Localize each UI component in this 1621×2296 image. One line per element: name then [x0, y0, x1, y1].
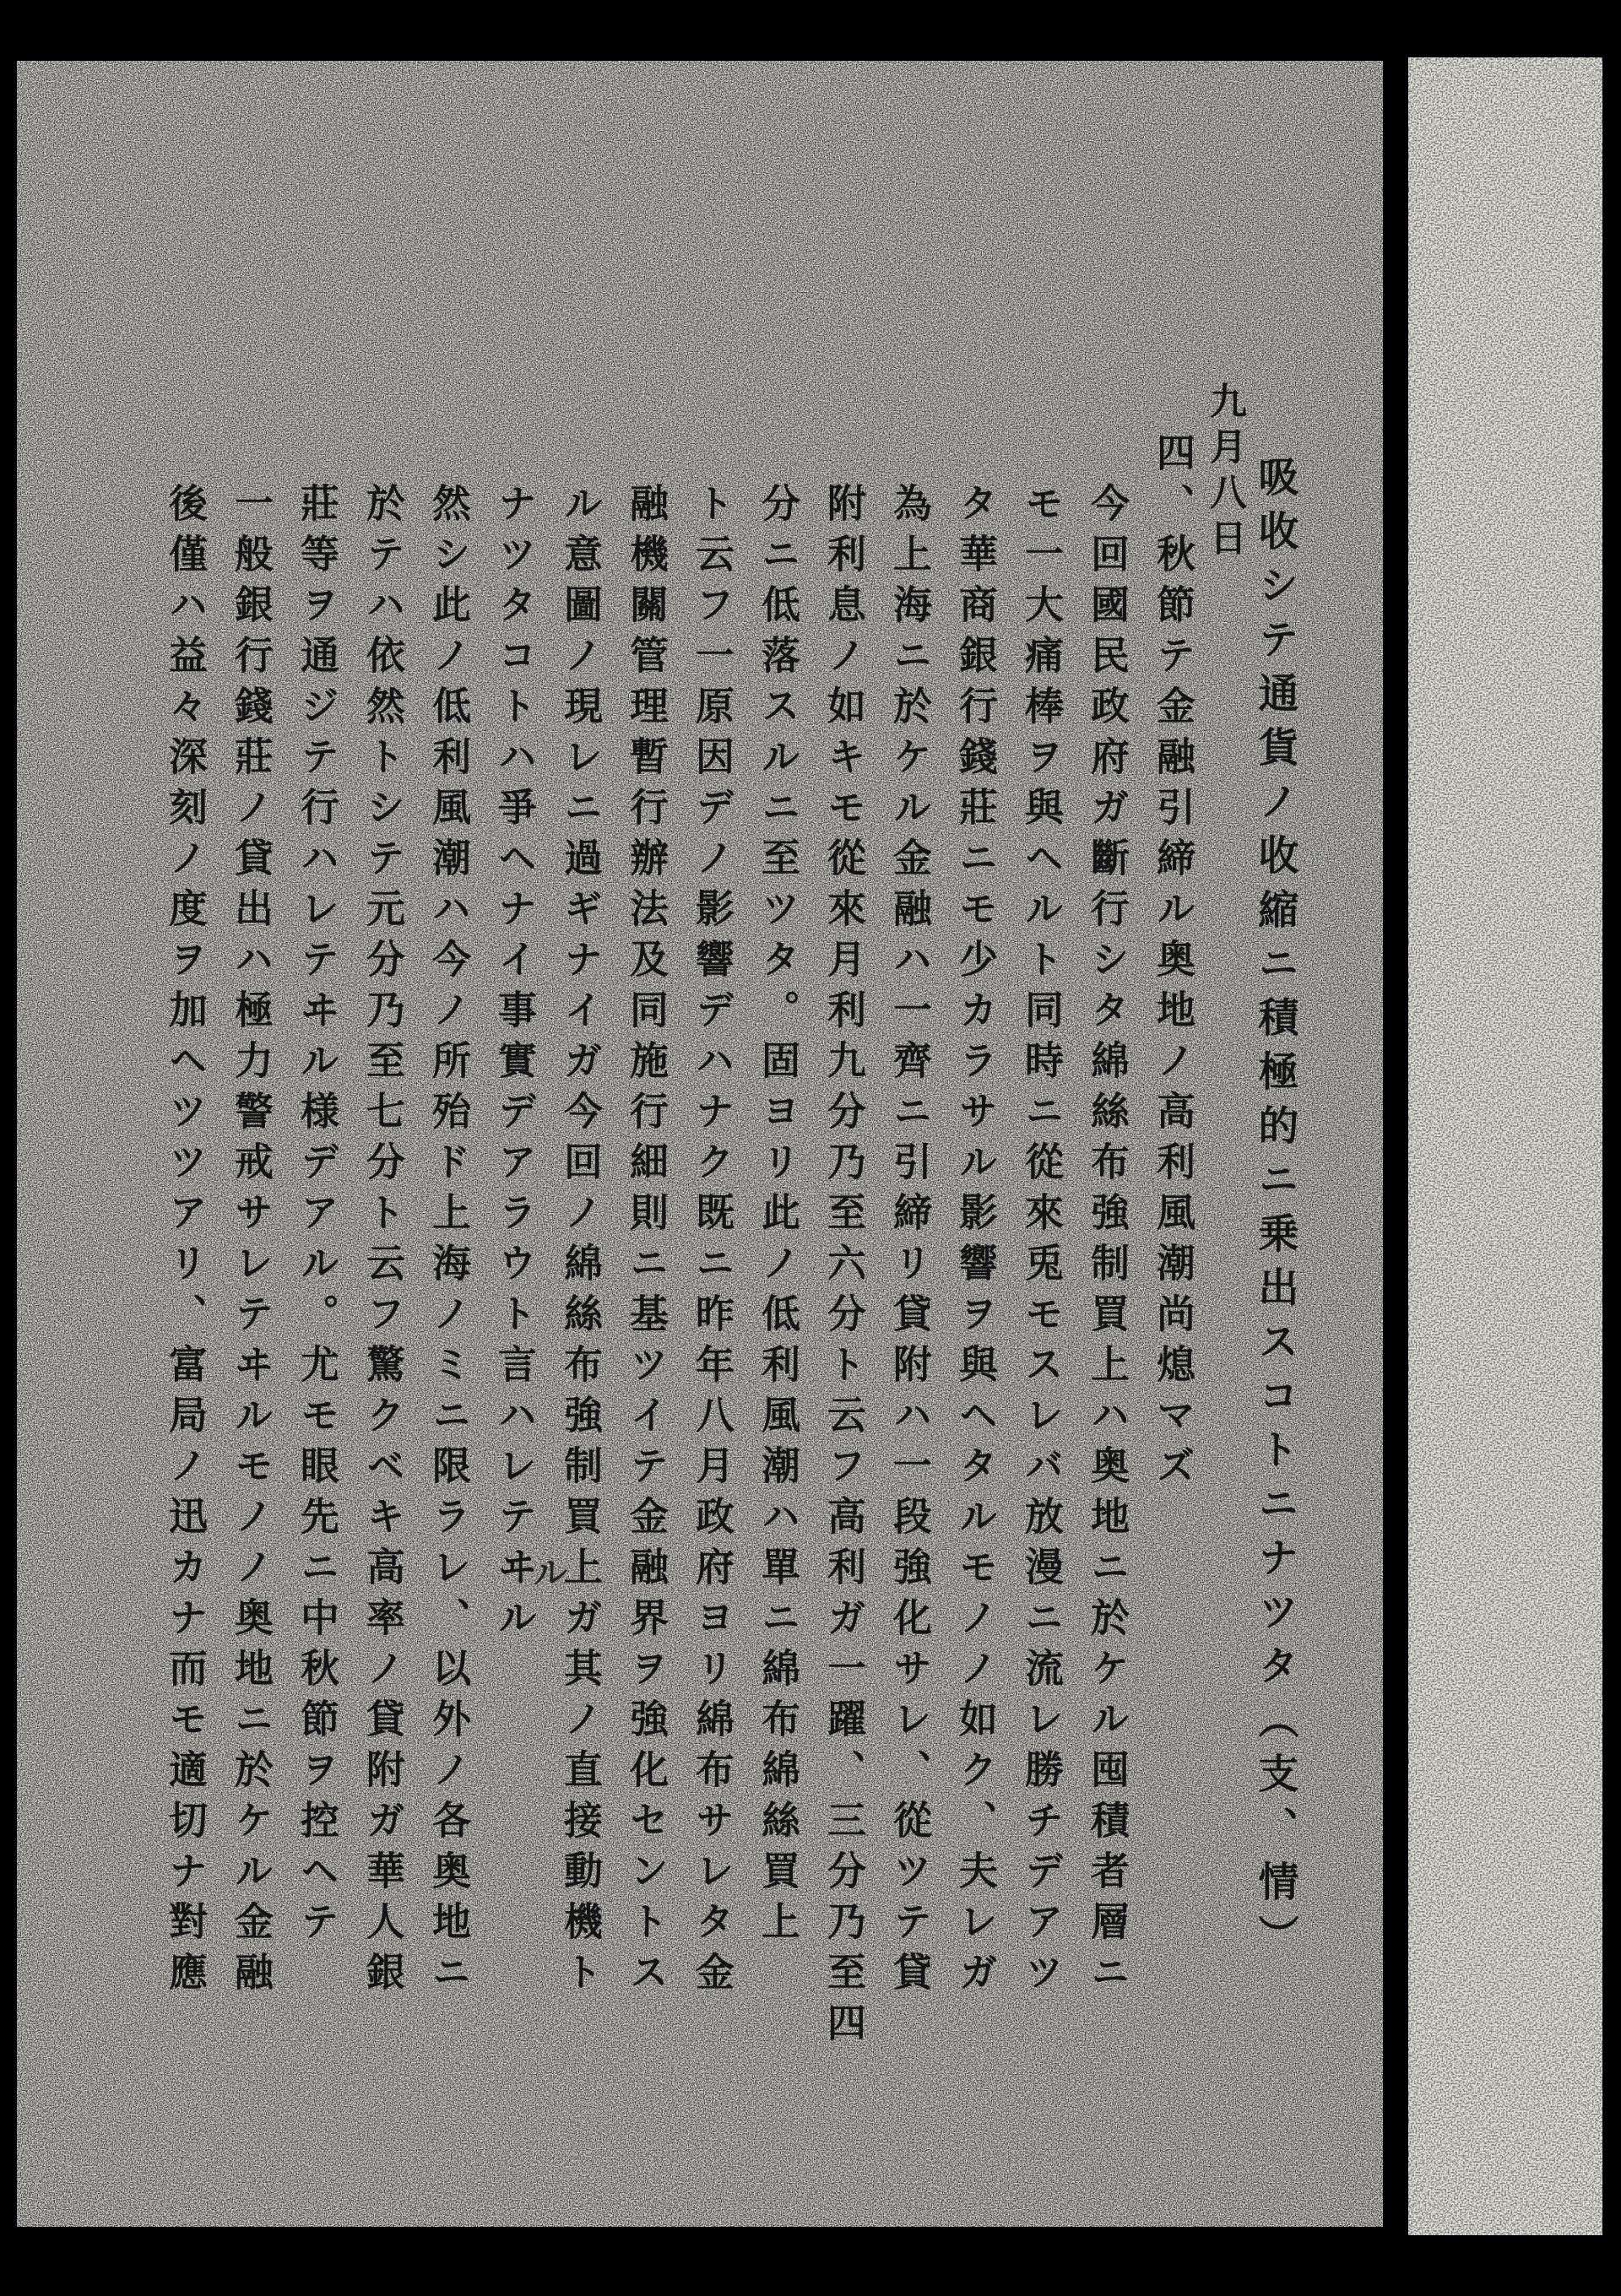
text-column: 今回國民政府ガ斷行シタ綿絲布強制買上ハ奥地ニ於ケル囤積者層ニ: [1085, 483, 1130, 2002]
paper-texture: [1408, 57, 1602, 2235]
scanned-page: [17, 61, 1383, 2227]
text-column: 莊等ヲ通ジテ行ハレテヰル様デアル。尤モ眼先ニ中秋節ヲ控ヘテ: [295, 483, 340, 1952]
page-gutter: [1383, 51, 1408, 2262]
vertical-text-block: [17, 61, 1383, 2227]
text-column: 四、秋節テ金融引締ル奥地ノ高利風潮尚熄マズ: [1151, 432, 1196, 1496]
text-column: 然シ此ノ低利風潮ハ今ノ所殆ド上海ノミニ限ラレ、以外ノ各奥地ニ: [426, 483, 472, 2002]
text-column: タ華商銀行錢莊ニモ少カラサル影響ヲ與ヘタルモノノ如ク、夫レガ: [953, 483, 999, 2002]
text-column: 後僅ハ益々深刻ノ度ヲ加ヘツツアリ、富局ノ迅カナ而モ適切ナ對應: [163, 483, 209, 2002]
date-label: 九月八日: [1203, 382, 1246, 564]
text-column: ト云フ一原因デノ影響デハナク既ニ昨年八月政府ヨリ綿布サレタ金: [690, 483, 735, 2002]
heading-column: 吸收シテ通貨ノ收縮ニ積極的ニ乗出スコトニナツタ（支、情）: [1251, 456, 1298, 1968]
margin-note: ル: [534, 1553, 567, 1593]
text-column: 分ニ低落スルニ至ツタ。固ヨリ此ノ低利風潮ハ單ニ綿布綿絲買上: [756, 483, 801, 1952]
text-column: 一般銀行錢莊ノ貸出ハ極力警戒サレテヰルモノノ奥地ニ於ケル金融: [229, 483, 274, 2002]
text-column: ナツタコトハ爭ヘナイ事實デアラウト言ハレテヰル: [492, 483, 538, 1648]
text-column: モ一大痛棒ヲ與ヘルト同時ニ從來兎モスレバ放漫ニ流レ勝チデアツ: [1019, 483, 1065, 2002]
text-column: ル意圖ノ現レニ過ギナイガ今回ノ綿絲布強制買上ガ其ノ直接動機ト: [558, 483, 604, 2002]
text-column: 於テハ依然トシテ元分乃至七分ト云フ驚クベキ高率ノ貸附ガ華人銀: [361, 483, 406, 2002]
adjacent-page-edge: [1408, 57, 1602, 2235]
text-column: 附利息ノ如キモ從來月利九分乃至六分ト云フ高利ガ一躍、三分乃至四: [821, 483, 867, 2053]
text-column: 融機關管理暫行辦法及同施行細則ニ基ツイテ金融界ヲ強化セントス: [624, 483, 670, 2002]
text-column: 為上海ニ於ケル金融ハ一齊ニ引締リ貸附ハ一段強化サレ、從ツテ貸: [887, 483, 933, 2002]
